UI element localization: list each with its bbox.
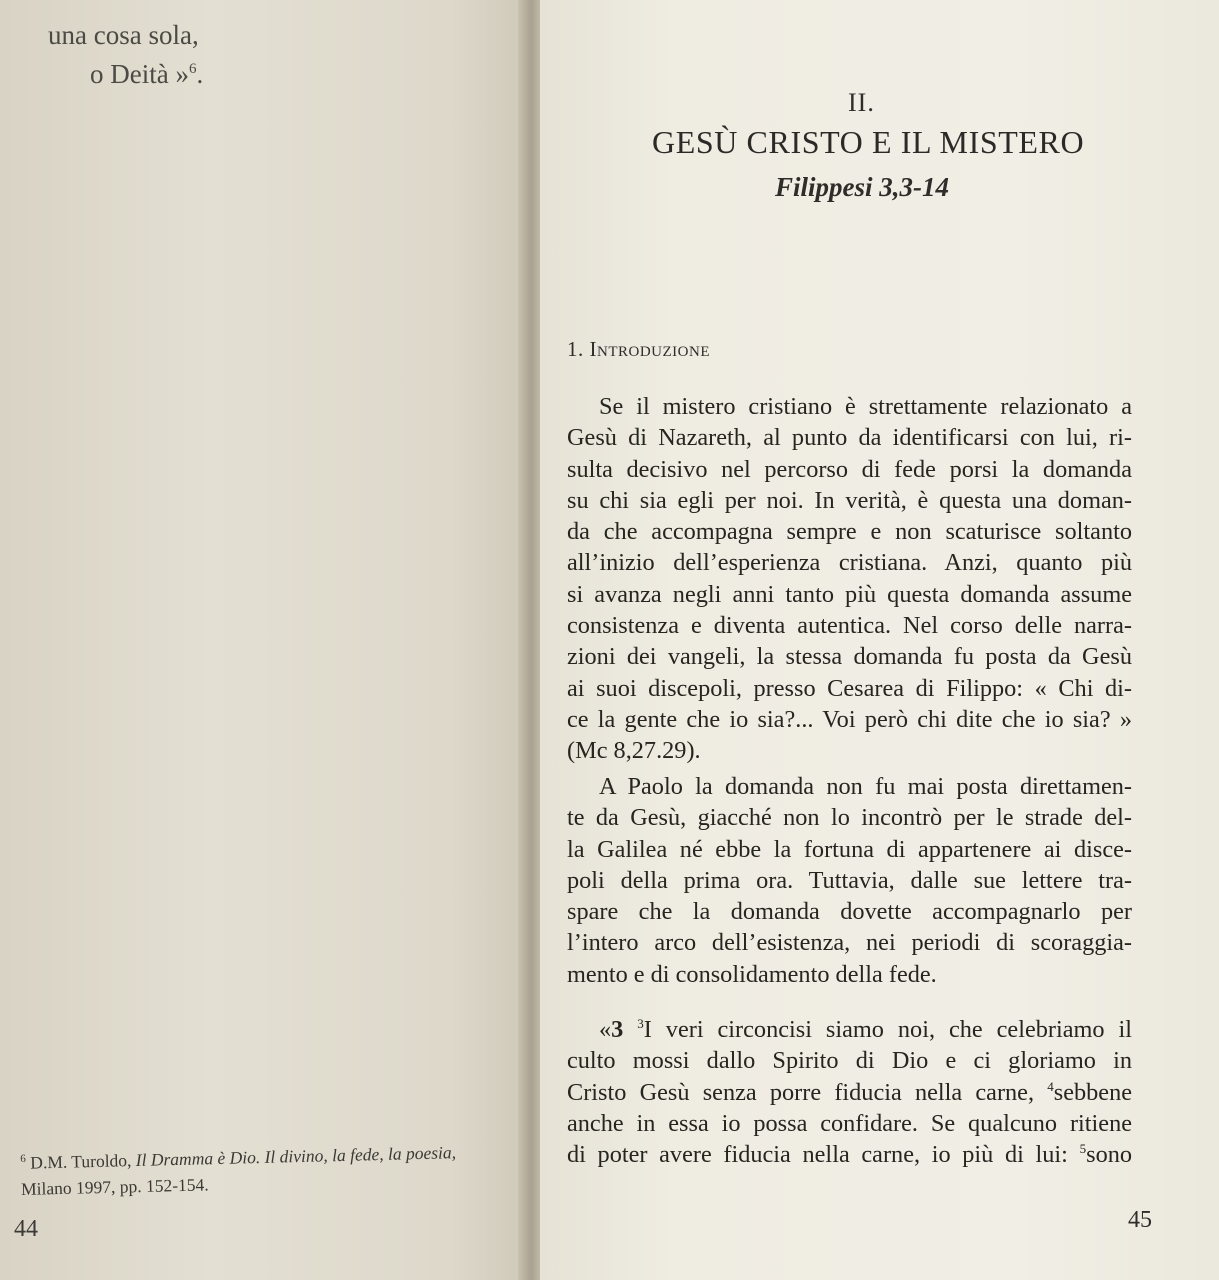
paragraph-line	[567, 1139, 1132, 1170]
footnote-number: 6	[20, 1152, 26, 1165]
verse-text: di poter avere fiducia nella carne, io più di lui:	[567, 1141, 1068, 1169]
left-page	[0, 0, 530, 1280]
footnote-author: D.M. Turoldo,	[30, 1150, 132, 1173]
paragraph-3-scripture	[567, 1014, 1132, 1170]
paragraph-line: all’inizio dell’esperienza cristiana. Anzi, quanto più	[567, 549, 1132, 577]
page-number-left: 44	[14, 1216, 38, 1242]
paragraph-2	[567, 771, 1132, 990]
left-top-line-2-text: o Deità »	[90, 59, 189, 89]
verse-text: Cristo Gesù senza porre fiducia nella carne,	[567, 1078, 1035, 1106]
paragraph-line: Gesù di Nazareth, al punto da identificarsi con lui, ri-	[567, 424, 1132, 452]
paragraph-line	[567, 1077, 1132, 1108]
section-heading: 1. Introduzione	[567, 337, 710, 361]
paragraph-line: sulta decisivo nel percorso di fede porsi la domanda	[567, 455, 1132, 483]
paragraph-line: ai suoi discepoli, presso Cesarea di Filippo: « Chi di-	[567, 674, 1132, 702]
footnote	[20, 1133, 541, 1202]
paragraph-line: mento e di consolidamento della fede.	[567, 960, 937, 988]
verse-marker: 4	[1047, 1078, 1054, 1094]
footnote-line-2: Milano 1997, pp. 152-154.	[20, 1174, 209, 1199]
paragraph-line: te da Gesù, giacché non lo incontrò per le strade del-	[567, 804, 1132, 832]
paragraph-line: (Mc 8,27.29).	[567, 737, 701, 765]
footnote-title: Il Dramma è Dio. Il divino, la fede, la poesia,	[135, 1142, 457, 1171]
paragraph-line: A Paolo la domanda non fu mai posta direttamen-	[599, 773, 1132, 800]
chapter-title: GESÙ CRISTO E IL MISTERO	[652, 124, 1085, 160]
paragraph-line: l’intero arco dell’esistenza, nei periodi di scoraggia-	[567, 929, 1132, 957]
paragraph-line: consistenza e diventa autentica. Nel corso delle narra-	[567, 612, 1132, 640]
paragraph-line: si avanza negli anni tanto più questa domanda assume	[567, 580, 1132, 608]
paragraph-line: da che accompagna sempre e non scaturisce soltanto	[567, 518, 1132, 546]
paragraph-line	[567, 1014, 1132, 1045]
chapter-marker: 3	[611, 1016, 624, 1043]
paragraph-line: zioni dei vangeli, la stessa domanda fu posta da Gesù	[567, 643, 1132, 671]
left-top-line-1: una cosa sola,	[48, 20, 199, 50]
paragraph-line: la Galilea né ebbe la fortuna di appartenere ai disce-	[567, 835, 1132, 863]
footnote-marker: 6	[188, 61, 197, 77]
paragraph-line: su chi sia egli per noi. In verità, è questa una doman-	[567, 486, 1132, 514]
page-number-right: 45	[1128, 1207, 1152, 1233]
paragraph-line: ce la gente che io sia?... Voi però chi dite che io sia? »	[567, 705, 1132, 733]
paragraph-line: spare che la domanda dovette accompagnarlo per	[567, 898, 1132, 926]
paragraph-line: poli della prima ora. Tuttavia, dalle sue lettere tra-	[567, 866, 1132, 894]
left-top-line-2: o Deità »$^6$.	[90, 59, 204, 89]
paragraph-1	[567, 391, 1132, 767]
chapter-number: II.	[848, 88, 875, 117]
open-quote: «	[599, 1016, 612, 1043]
verse-marker: 3	[637, 1015, 644, 1031]
verse-text: I veri circoncisi siamo noi, che celebriamo il	[643, 1016, 1132, 1043]
verse-text: sono	[1086, 1141, 1132, 1169]
paragraph-line: culto mossi dallo Spirito di Dio e ci gloriamo in	[567, 1047, 1132, 1075]
verse-text: sebbene	[1053, 1078, 1132, 1106]
verse-marker: 5	[1079, 1141, 1087, 1157]
paragraph-line: anche in essa io possa confidare. Se qualcuno ritiene	[567, 1109, 1132, 1137]
paragraph-line: Se il mistero cristiano è strettamente relazionato a	[599, 393, 1132, 420]
chapter-reference: Filippesi 3,3-14	[775, 172, 949, 202]
